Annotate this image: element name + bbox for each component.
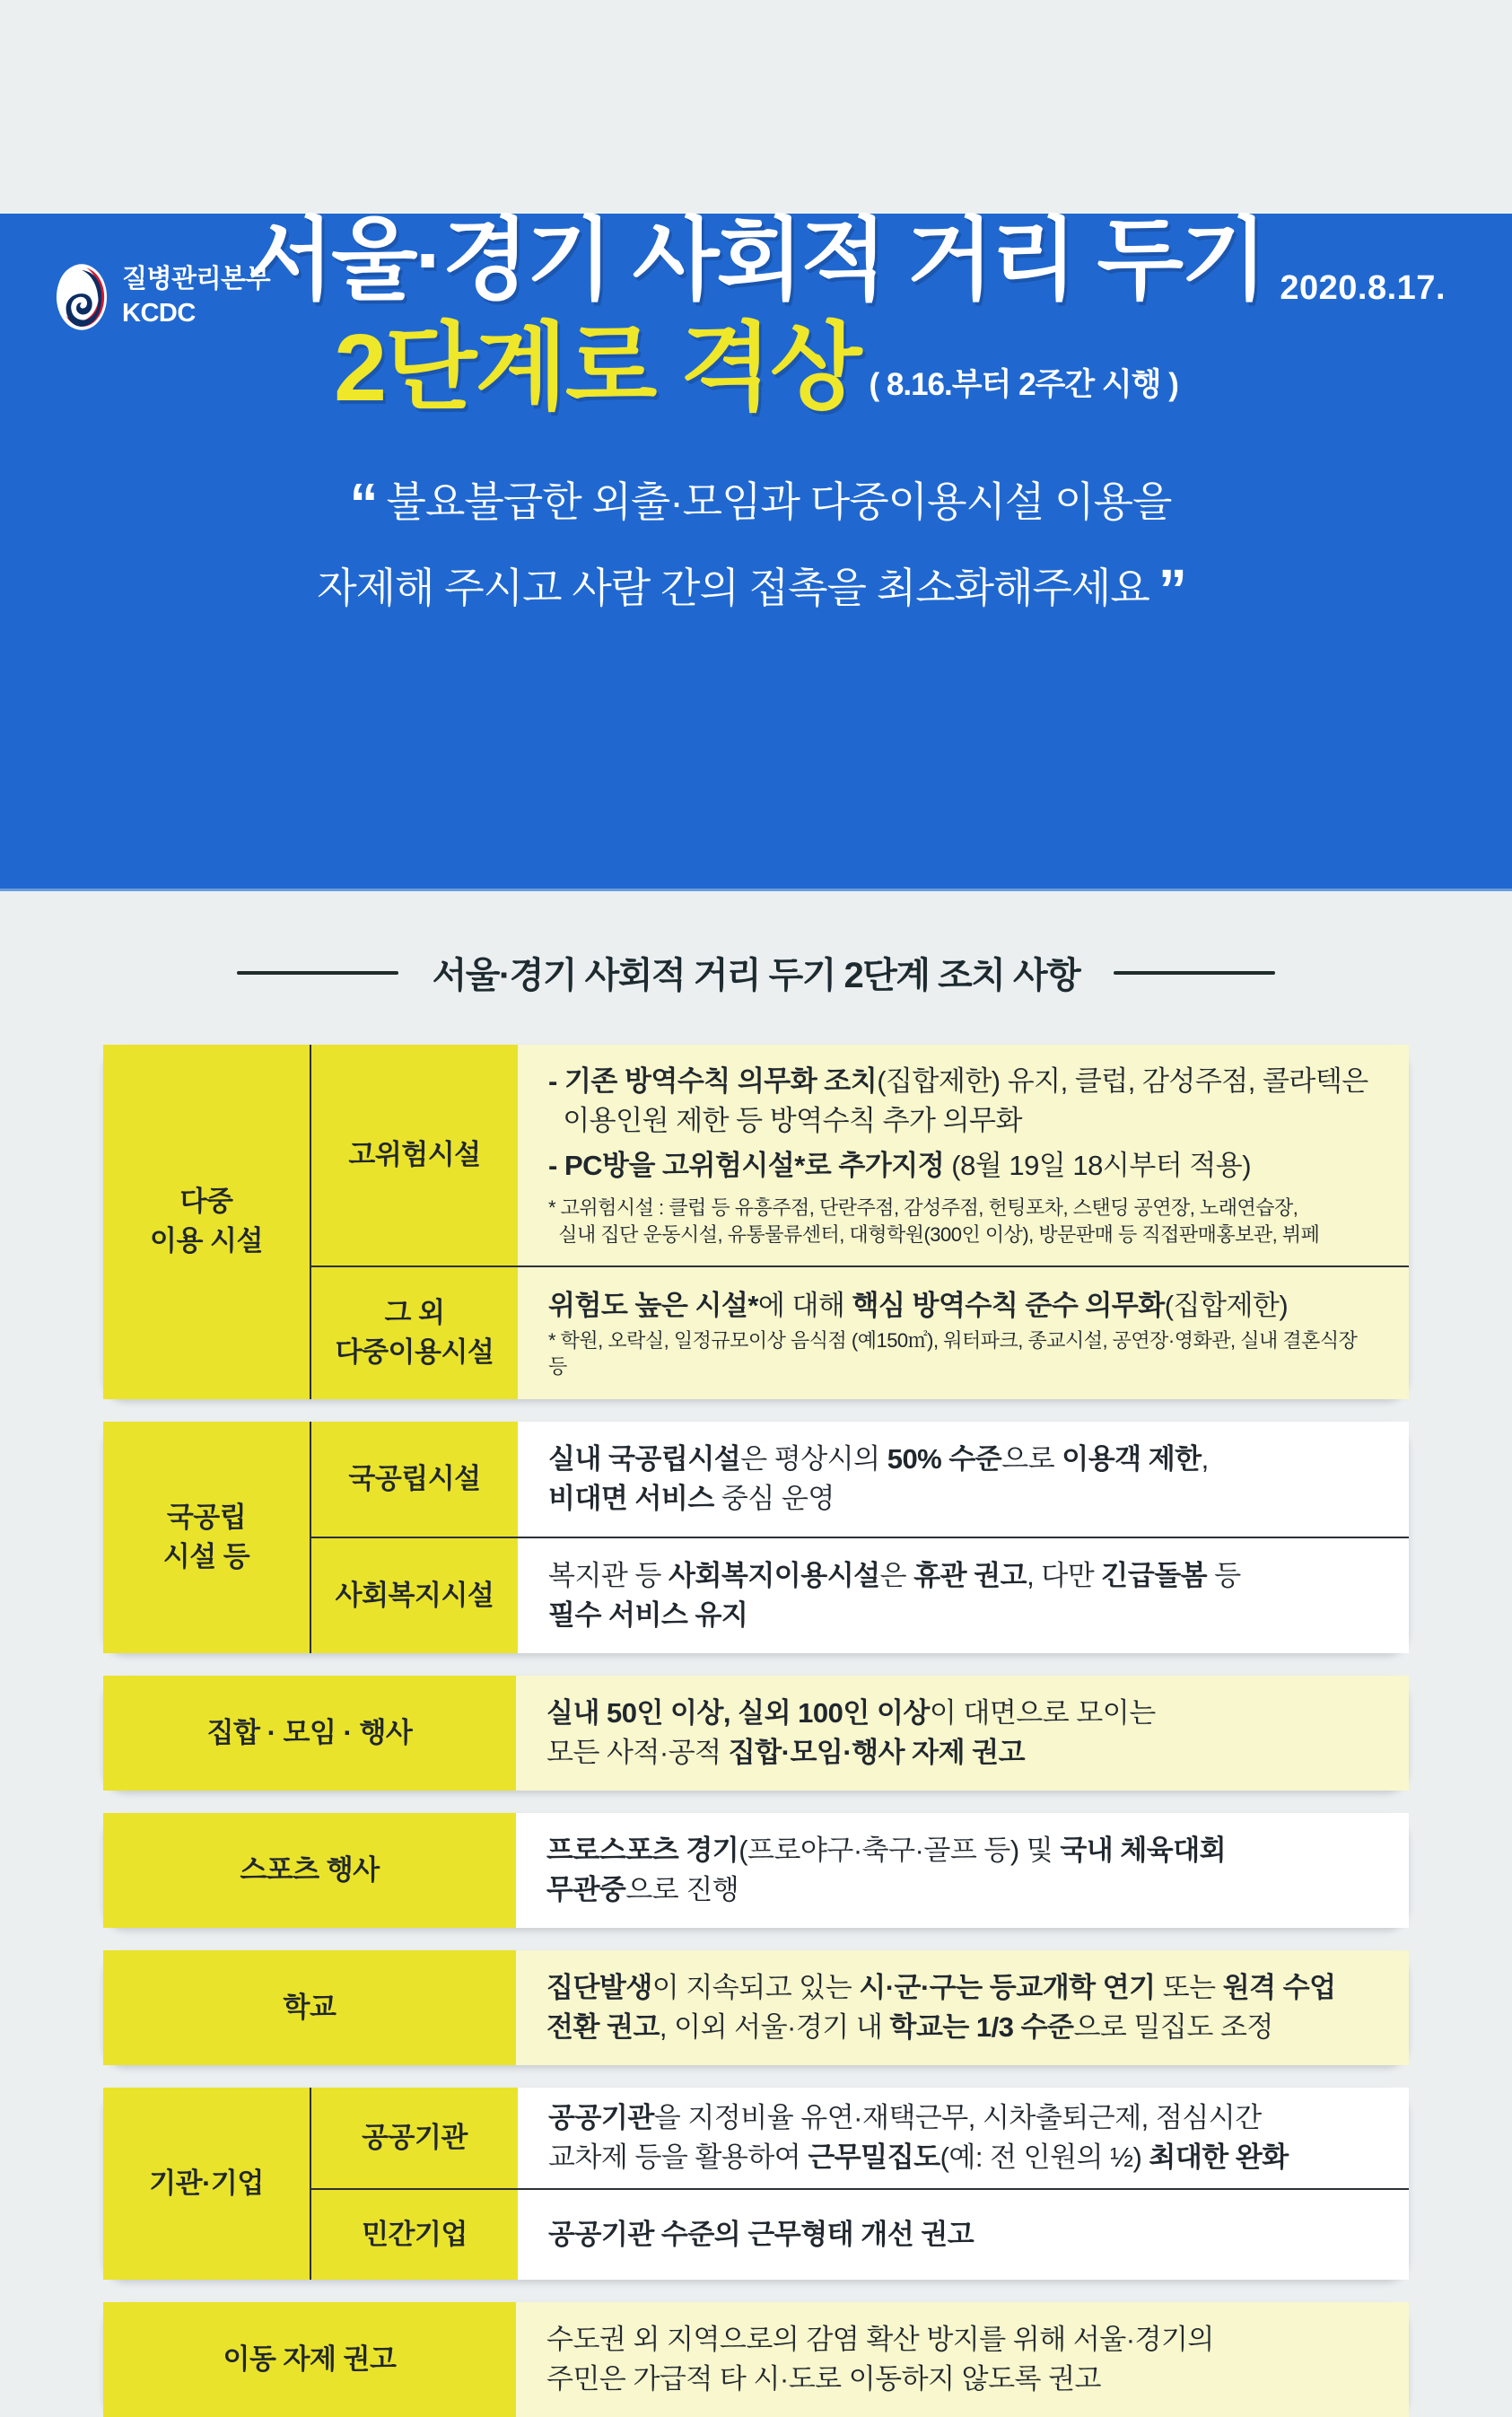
rule-text xyxy=(548,2215,1378,2255)
left-rule xyxy=(237,971,398,975)
text-line: 무관중으로 진행 xyxy=(546,1873,739,1905)
main-title: 서울·경기 사회적 거리 두기 xyxy=(247,210,1265,311)
rule-content xyxy=(518,1422,1409,1537)
rule-text xyxy=(546,1831,1378,1910)
hero-banner xyxy=(0,210,1512,891)
text-line: 공공기관 수준의 근무형태 개선 권고 xyxy=(548,2218,974,2250)
row-label xyxy=(103,1813,516,1928)
text-line: 그 외 xyxy=(384,1297,445,1329)
text-line: 공공기관 xyxy=(362,2121,468,2153)
text-line: 위험도 높은 시설*에 대해 핵심 방역수칙 준수 의무화(집합제한) xyxy=(548,1289,1289,1321)
rule-text xyxy=(546,2320,1378,2399)
row-label xyxy=(103,2088,310,2280)
subtitle-row xyxy=(0,315,1512,421)
row-label xyxy=(103,1422,310,1653)
text-line: - PC방을 고위험시설*로 추가지정 (8월 19일 18시부터 적용) xyxy=(548,1150,1252,1182)
measures-table xyxy=(103,1045,1409,2417)
text-line: 시설 등 xyxy=(162,1540,250,1572)
text-line: 국공립시설 xyxy=(348,1462,481,1494)
text-line: 다중이용시설 xyxy=(335,1336,494,1369)
text-line: 전환 권고, 이외 서울·경기 내 학교는 1/3 수준으로 밀집도 조정 xyxy=(546,2010,1273,2043)
row-label xyxy=(103,1045,310,1399)
row-travel-restraint xyxy=(103,2302,1409,2417)
row-label xyxy=(103,1950,516,2065)
row-label xyxy=(103,1676,516,1791)
row-gatherings-events xyxy=(103,1676,1409,1791)
text-line: 집단발생이 지속되고 있는 시·군·구는 등교개학 연기 또는 원격 수업 xyxy=(546,1971,1336,2003)
footnote xyxy=(548,1195,1378,1248)
text-line: 이용 시설 xyxy=(150,1225,263,1257)
rule-content xyxy=(518,1267,1409,1399)
text-line: * 고위험시설 : 클럽 등 유흥주점, 단란주점, 감성주점, 헌팅포차, 스탠딩 공연장, 노래연습장, xyxy=(548,1196,1298,1220)
rule-text xyxy=(548,1556,1378,1635)
rule-content xyxy=(516,1813,1409,1928)
text-line: 고위험시설 xyxy=(348,1138,481,1170)
row-multiuse-facilities xyxy=(103,1045,1409,1399)
row-label xyxy=(103,2302,516,2417)
text-line: 국공립 xyxy=(166,1501,247,1533)
rule-text xyxy=(548,1146,1378,1186)
text-line: 이동 자제 권고 xyxy=(223,2343,397,2376)
rule-content xyxy=(516,1676,1409,1791)
quote-line-1: “ 불요불급한 외출·모임과 다중이용시설 이용을 xyxy=(0,453,1512,539)
rule-content xyxy=(518,1538,1409,1653)
text-line: 기관·기업 xyxy=(149,2167,264,2199)
sub-label xyxy=(311,1538,518,1653)
sub-row-national-public xyxy=(311,1422,1409,1537)
text-line: 사회복지시설 xyxy=(335,1579,494,1611)
rule-text xyxy=(546,1694,1378,1773)
text-line: 필수 서비스 유지 xyxy=(548,1598,748,1631)
text-line: * 학원, 오락실, 일정규모이상 음식점 (예150㎡), 워터파크, 종교시설, 공연장·영화관, 실내 결혼식장 등 xyxy=(548,1328,1362,1379)
rule-text xyxy=(548,1440,1378,1519)
sub-label xyxy=(311,1267,518,1399)
rule-content xyxy=(518,2190,1409,2280)
text-line: 집합 · 모임 · 행사 xyxy=(206,1716,413,1748)
row-public-facilities xyxy=(103,1422,1409,1653)
row-schools xyxy=(103,1950,1409,2065)
text-line: 공공기관을 지정비율 유연·재택근무, 시차출퇴근제, 점심시간 xyxy=(548,2101,1262,2133)
org-name: 질병관리본부 xyxy=(122,265,271,294)
rule-text xyxy=(548,2098,1378,2177)
right-rule xyxy=(1114,971,1275,975)
open-quote-mark: “ xyxy=(349,471,378,536)
section-heading: 서울·경기 사회적 거리 두기 2단계 조치 사항 xyxy=(432,956,1080,995)
text-line: 이용인원 제한 등 방역수칙 추가 의무화 xyxy=(548,1105,1022,1137)
kcdc-branding xyxy=(56,263,270,331)
rule-text xyxy=(548,1286,1378,1326)
rule-content xyxy=(516,1950,1409,2065)
poster-date: 2020.8.17. xyxy=(1280,269,1446,307)
sub-row-other-multiuse xyxy=(311,1265,1409,1399)
sub-label xyxy=(311,2190,518,2280)
sub-column xyxy=(310,2088,1409,2280)
text-line: 학교 xyxy=(283,1991,336,2023)
rule-content xyxy=(518,2088,1409,2188)
quote-block xyxy=(0,453,1512,626)
sub-column xyxy=(310,1422,1409,1653)
org-text xyxy=(122,263,270,330)
kcdc-logo-icon xyxy=(56,263,108,331)
rule-content xyxy=(518,1045,1409,1265)
text-line: 실내 국공립시설은 평상시의 50% 수준으로 이용객 제한, xyxy=(548,1442,1209,1475)
row-institutions-companies xyxy=(103,2088,1409,2280)
text-line: 비대면 서비스 중심 운영 xyxy=(548,1482,835,1514)
text-line: 복지관 등 사회복지이용시설은 휴관 권고, 다만 긴급돌봄 등 xyxy=(548,1559,1241,1591)
subtitle-note: ( 8.16.부터 2주간 시행 ) xyxy=(869,367,1178,402)
text-line: 교차제 등을 활용하여 근무밀집도(예: 전 인원의 ½) 최대한 완화 xyxy=(548,2141,1289,2173)
text-line: 수도권 외 지역으로의 감염 확산 방지를 위해 서울·경기의 xyxy=(546,2324,1214,2356)
text-line: 프로스포츠 경기(프로야구·축구·골프 등) 및 국내 체육대회 xyxy=(546,1834,1227,1866)
footnote xyxy=(548,1327,1378,1380)
sub-row-private-companies xyxy=(311,2188,1409,2280)
rule-content xyxy=(516,2302,1409,2417)
text-line: 민간기업 xyxy=(362,2218,468,2250)
text-line: 실내 집단 운동시설, 유통물류센터, 대형학원(300인 이상), 방문판매 등 직접판매홍보관, 뷔페 xyxy=(548,1223,1320,1247)
rule-text xyxy=(546,1968,1378,2047)
sub-label xyxy=(311,2088,518,2188)
rule-text xyxy=(548,1062,1378,1141)
subtitle: 2단계로 격상 xyxy=(334,315,861,421)
sub-row-social-welfare xyxy=(311,1537,1409,1653)
sub-label xyxy=(311,1422,518,1537)
org-abbr: KCDC xyxy=(122,299,196,328)
sub-column xyxy=(310,1045,1409,1399)
row-sports-events xyxy=(103,1813,1409,1928)
text-line: 실내 50인 이상, 실외 100인 이상이 대면으로 모이는 xyxy=(546,1696,1156,1729)
text-line: 다중 xyxy=(179,1186,233,1218)
text-line: 스포츠 행사 xyxy=(240,1853,380,1886)
sub-label xyxy=(311,1045,518,1265)
sub-row-public-institutions xyxy=(311,2088,1409,2188)
section-heading-row xyxy=(0,947,1512,998)
sub-row-high-risk xyxy=(311,1045,1409,1265)
text-line: 주민은 가급적 타 시·도로 이동하지 않도록 권고 xyxy=(546,2363,1101,2395)
quote-line-2: 자제해 주시고 사람 간의 접촉을 최소화해주세요 ” xyxy=(0,539,1512,626)
text-line: 모든 사적·공적 집합·모임·행사 자제 권고 xyxy=(546,1736,1026,1768)
close-quote-mark: ” xyxy=(1158,557,1186,622)
text-line: - 기존 방역수칙 의무화 조치(집합제한) 유지, 클럽, 감성주점, 콜라텍은 xyxy=(548,1065,1368,1098)
